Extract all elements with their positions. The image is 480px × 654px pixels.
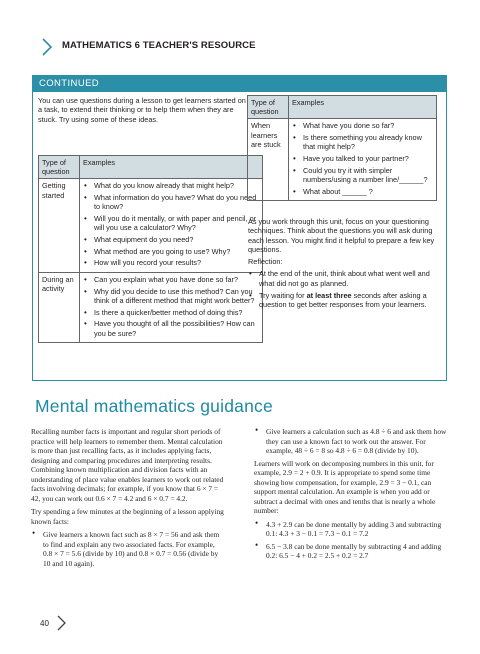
table-row [39,179,263,273]
paragraph: Try spending a few minutes at the beginning of a lesson applying known facts: [31,507,224,526]
list-item: • What method are you going to use? Why? [94,247,259,256]
list-item: • 4.3 + 2.9 can be done mentally by adding 3 and subtracting 0.1: 4.3 + 3 − 0.1 = 7.3 − 0.1 = 7.2 [266,520,449,539]
header-resource: TEACHER'S RESOURCE [142,40,256,51]
table-row [248,119,437,201]
row-type: When learners are stuck [248,119,289,201]
list-item: • Have you thought of all the possibilities? How can you be sure? [94,319,259,337]
chevron-right-icon [55,614,67,632]
list-item: • What information do you have? What do you need to know? [94,193,259,211]
chevron-right-icon [40,37,54,57]
continued-label: CONTINUED [33,76,446,92]
row-type: During an activity [39,273,80,343]
list-item: • Is there a quicker/better method of doing this? [94,308,259,317]
page-number: 40 [40,619,49,628]
table2-header-type: Type of question [248,96,289,119]
header-subject: MATHEMATICS 6 [62,40,141,51]
list-item: • What do you know already that might help? [94,181,259,190]
continued-box [32,75,447,381]
focus-paragraph: As you work through this unit, focus on your questioning techniques. Think about the questions you will ask during each lesson. You might find it helpful to prepare a few key questions. [248,217,435,254]
paragraph: Learners will work on decomposing numbers in this unit, for example, 2.9 = 2 + 0.9. It is appropriate to spend some time showing how compensation, for example, 2.9 = 3 − 0.1, can support mental calculation. An example is when you add or subtract a decimal with ones and tenths that is nearly a whole number: [254,458,436,515]
reflection-label: Reflection: [248,257,283,267]
emphasis-text: at least three [306,290,352,300]
list-item: • Will you do it mentally, or with paper and pencil, or will you use a calculator? Why? [94,214,259,232]
list-item: • 6.5 − 3.8 can be done mentally by subtracting 4 and adding 0.2: 6.5 − 4 + 0.2 = 2.5 + 0.2 = 2.7 [266,542,449,561]
body-column-left [31,427,225,571]
right-column-text [248,217,438,312]
list-item: • Give learners a known fact such as 8 × 7 = 56 and ask them to find and explain any two associated facts. For example, 0.8 × 7 = 5.6 (divide by 10) and 0.8 × 0.7 = 0.56 (divide by 10 and 10 again). [43,530,225,568]
list-item: • Could you try it with simpler numbers/using a number line/______? [303,166,433,184]
body-column-right [254,427,449,564]
list-item: • At the end of the unit, think about what went well and what did not go as planned. [259,269,438,288]
list-item: • What have you done so far? [303,121,433,130]
question-table-1 [38,155,263,343]
section-title: Mental mathematics guidance [35,396,273,416]
table1-header-type: Type of question [39,156,80,179]
list-item: • Why did you decide to use this method? Can you think of a different method that might work better? [94,287,259,305]
question-table-2 [247,95,437,201]
list-item: • Can you explain what you have done so far? [94,275,259,284]
table-row [39,273,263,343]
paragraph: Recalling number facts is important and regular short periods of practice will help learners to remember them. Mental calculation is more than just recalling facts, as it includes applying facts, designing and comparing procedures and interpreting results. Combining known multiplication and division facts with an understanding of place value enables learners to work out related facts involving decimals; for example, if you know that 6 × 7 = 42, you can work out 0.6 × 7 = 4.2 and 6 × 0.7 = 4.2. [31,427,224,503]
list-item: • How will you record your results? [94,258,259,267]
running-header [62,40,256,51]
row-type: Getting started [39,179,80,273]
list-item: • What about ______ ? [303,187,433,196]
list-item: • Try waiting for at least three seconds after asking a question to get better responses from your learners. [259,291,438,310]
list-item: • Have you talked to your partner? [303,154,433,163]
list-item: • Is there something you already know that might help? [303,133,433,151]
intro-paragraph: You can use questions during a lesson to get learners started on a task, to extend their thinking or to help them when they are stuck. Try using some of these ideas. [38,96,246,124]
table1-header-examples: Examples [80,156,263,179]
list-item: • What equipment do you need? [94,235,259,244]
list-item: • Give learners a calculation such as 4.8 ÷ 6 and ask them how they can use a known fact to work out the answer. For example, 48 ÷ 6 = 8 so 4.8 ÷ 6 = 0.8 (divide by 10). [266,427,449,456]
table2-header-examples: Examples [289,96,437,119]
